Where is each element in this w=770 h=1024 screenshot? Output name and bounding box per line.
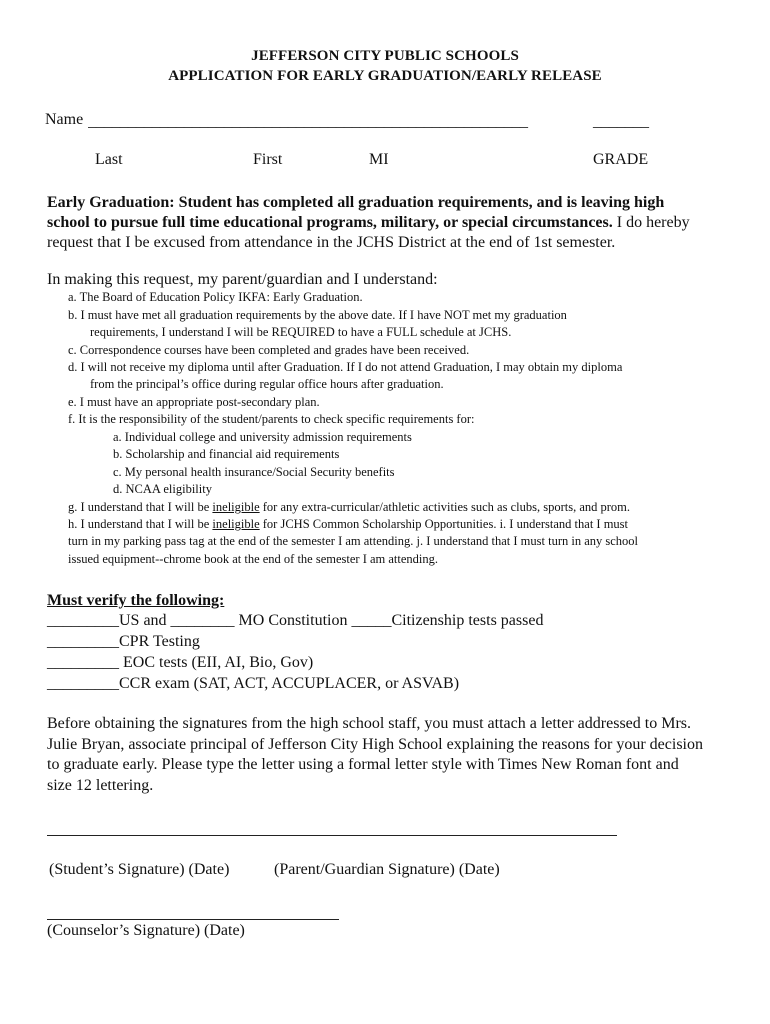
verify-line1[interactable]: _________US and ________ MO Constitution _____Citizenship tests passed — [47, 612, 544, 629]
verify-line3[interactable]: _________ EOC tests (EII, AI, Bio, Gov) — [47, 654, 314, 671]
item-h-pre: h. I understand that I will be — [68, 517, 213, 531]
item-c: c. Correspondence courses have been completed and grades have been received. — [68, 343, 470, 357]
letter-line3: to graduate early. Please type the letter using a formal letter style with Times New Roman font and — [47, 756, 679, 773]
item-f-a: a. Individual college and university admission requirements — [113, 430, 412, 444]
letter-line2: Julie Bryan, associate principal of Jefferson City High School explaining the reasons for your decision — [47, 736, 703, 753]
letter-line4: size 12 lettering. — [47, 777, 154, 794]
item-h-line2: turn in my parking pass tag at the end of the semester I am attending. j. I understand that I must turn in any school — [68, 534, 639, 548]
counselor-signature-label: (Counselor’s Signature) (Date) — [47, 922, 245, 939]
mi-label: MI — [369, 151, 389, 168]
item-b-line2: requirements, I understand I will be REQUIRED to have a FULL schedule at JCHS. — [90, 325, 512, 339]
student-parent-signature-line[interactable] — [47, 835, 617, 836]
parent-signature-label: (Parent/Guardian Signature) (Date) — [274, 861, 500, 878]
district-title: JEFFERSON CITY PUBLIC SCHOOLS — [251, 48, 519, 64]
grade-label: GRADE — [593, 151, 649, 168]
early-grad-line2 — [47, 214, 690, 232]
verify-heading: Must verify the following: — [47, 592, 225, 609]
item-d-line1: d. I will not receive my diploma until after Graduation. If I do not attend Graduation, I may obtain my diploma — [68, 360, 623, 374]
item-g — [68, 500, 630, 515]
item-g-post: for any extra-curricular/athletic activities such as clubs, sports, and prom. — [259, 500, 631, 514]
verify-line4[interactable]: _________CCR exam (SAT, ACT, ACCUPLACER, or ASVAB) — [47, 675, 460, 692]
letter-line1: Before obtaining the signatures from the high school staff, you must attach a letter addressed to Mrs. — [47, 715, 691, 732]
form-title: APPLICATION FOR EARLY GRADUATION/EARLY RELEASE — [168, 68, 602, 84]
item-h-line1 — [68, 517, 628, 532]
item-g-pre: g. I understand that I will be — [68, 500, 213, 514]
item-f-b: b. Scholarship and financial aid requirements — [113, 447, 340, 461]
item-b-line1: b. I must have met all graduation requirements by the above date. If I have NOT met my graduation — [68, 308, 567, 322]
item-h-underlined: ineligible — [212, 517, 260, 531]
counselor-signature-line[interactable] — [47, 919, 339, 920]
last-label: Last — [95, 151, 123, 168]
item-h-post: for JCHS Common Scholarship Opportunities. i. I understand that I must — [259, 517, 629, 531]
item-g-underlined: ineligible — [212, 500, 260, 514]
early-grad-line3: request that I be excused from attendance in the JCHS District at the end of 1st semester. — [47, 234, 616, 251]
early-grad-tail: I do hereby — [612, 214, 690, 231]
item-e: e. I must have an appropriate post-secondary plan. — [68, 395, 320, 409]
item-d-line2: from the principal’s office during regular office hours after graduation. — [90, 377, 444, 391]
student-signature-label: (Student’s Signature) (Date) — [49, 861, 230, 878]
grade-line[interactable]: _______ — [593, 113, 649, 130]
item-f-d: d. NCAA eligibility — [113, 482, 212, 496]
first-label: First — [253, 151, 283, 168]
verify-line2[interactable]: _________CPR Testing — [47, 633, 200, 650]
item-f-c: c. My personal health insurance/Social Security benefits — [113, 465, 395, 479]
name-label: Name — [45, 111, 84, 128]
early-grad-bold-text: school to pursue full time educational programs, military, or special circumstances. — [47, 214, 613, 231]
item-h-line3: issued equipment--chrome book at the end of the semester I am attending. — [68, 552, 439, 566]
early-grad-line1: Early Graduation: Student has completed all graduation requirements, and is leaving high — [47, 194, 665, 211]
understand-intro: In making this request, my parent/guardian and I understand: — [47, 271, 438, 288]
name-line[interactable]: _______________________________________________________ — [88, 113, 528, 130]
item-f: f. It is the responsibility of the student/parents to check specific requirements for: — [68, 412, 475, 426]
item-a: a. The Board of Education Policy IKFA: Early Graduation. — [68, 290, 363, 304]
